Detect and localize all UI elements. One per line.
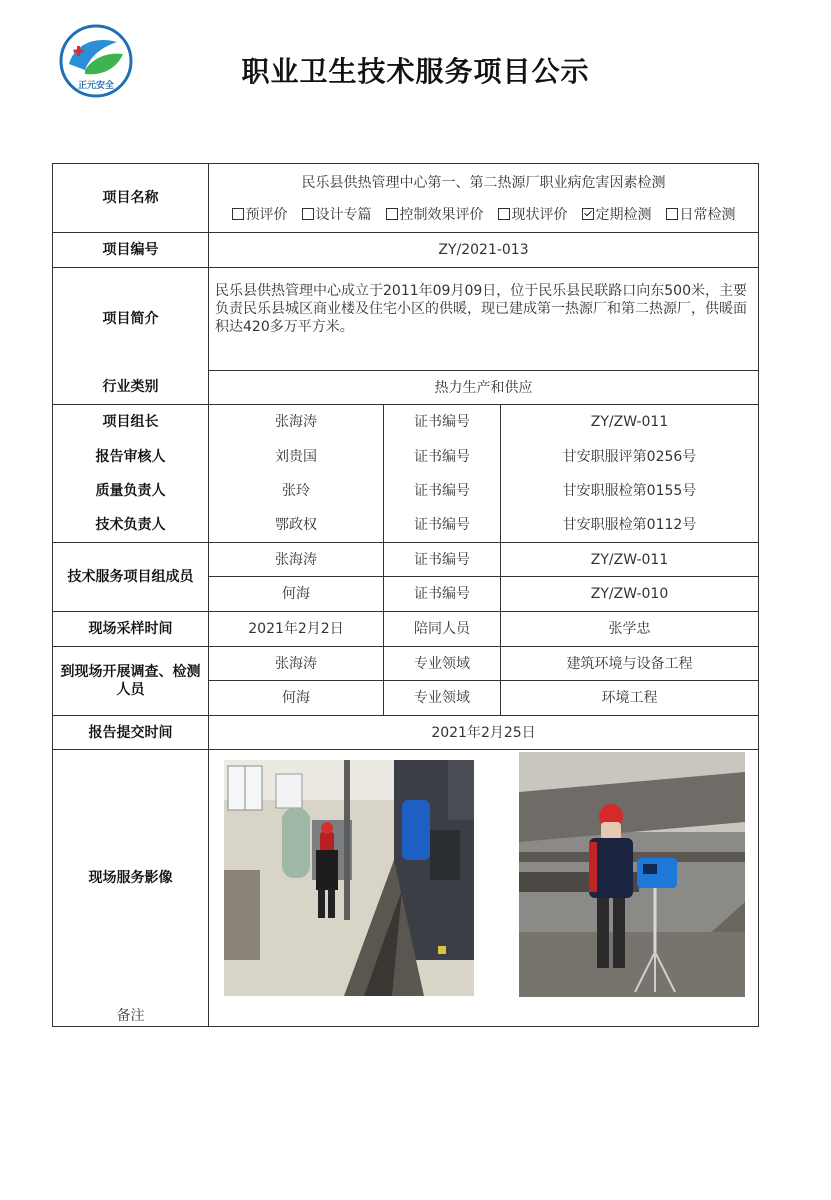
companion-label: 陪同人员: [414, 621, 470, 637]
staff-name: 张海涛: [275, 414, 317, 430]
survey-name: 张海涛: [275, 655, 317, 672]
report-time-label: 报告提交时间: [88, 724, 173, 741]
staff-cert: 甘安职服检第0155号: [562, 483, 697, 499]
staff-role: 技术负责人: [95, 517, 166, 533]
page-title: 职业卫生技术服务项目公示: [241, 55, 590, 88]
member-name: 张海涛: [275, 551, 317, 568]
staff-cert: ZY/ZW-011: [590, 414, 669, 430]
staff-cert-label: 证书编号: [414, 483, 470, 499]
staff-cert: 甘安职服检第0112号: [562, 517, 697, 533]
checkbox-icon: [666, 208, 678, 220]
industry-label: 行业类别: [102, 379, 159, 395]
member-cert: ZY/ZW-010: [590, 586, 669, 602]
survey-name: 何海: [282, 690, 310, 706]
sampling-time-label: 现场采样时间: [88, 621, 173, 637]
report-date: 2021年2月25日: [431, 724, 536, 741]
site-photo-technician: [519, 752, 745, 997]
option-control-effect: 控制效果评价: [386, 206, 484, 224]
checkbox-icon: [232, 208, 244, 220]
staff-cert: 甘安职服评第0256号: [562, 448, 697, 465]
staff-role: 项目组长: [102, 414, 159, 430]
photos-label: 现场服务影像: [88, 870, 173, 886]
survey-field-label: 专业领域: [414, 655, 470, 672]
project-name-value: 民乐县供热管理中心第一、第二热源厂职业病危害因素检测: [301, 175, 666, 191]
option-daily-test: 日常检测: [666, 206, 736, 224]
member-name: 何海: [282, 586, 310, 602]
member-cert-label: 证书编号: [414, 551, 470, 568]
staff-name: 张玲: [282, 483, 310, 499]
companion-name: 张学忠: [608, 621, 651, 637]
checkbox-checked-icon: [582, 208, 594, 220]
checkbox-icon: [498, 208, 510, 220]
info-table: [52, 163, 759, 1027]
checkbox-icon: [302, 208, 314, 220]
staff-cert-label: 证书编号: [414, 414, 470, 430]
survey-staff-label: 到现场开展调查、检测人员: [60, 664, 201, 698]
survey-field: 建筑环境与设备工程: [566, 655, 693, 672]
sampling-date: 2021年2月2日: [248, 621, 344, 637]
staff-role: 报告审核人: [95, 448, 166, 465]
staff-name: 刘贵国: [275, 448, 317, 465]
remark-label: 备注: [116, 1008, 145, 1024]
staff-cert-label: 证书编号: [414, 448, 470, 465]
project-name-label: 项目名称: [102, 190, 159, 206]
option-pre-evaluation: 预评价: [232, 206, 288, 224]
site-photo-boiler-room: [224, 760, 474, 996]
staff-cert-label: 证书编号: [414, 517, 470, 533]
option-status-evaluation: 现状评价: [498, 206, 568, 224]
staff-role: 质量负责人: [95, 483, 166, 499]
members-label: 技术服务项目组成员: [67, 569, 194, 585]
checkbox-icon: [386, 208, 398, 220]
industry-value: 热力生产和供应: [434, 379, 533, 396]
staff-name: 鄂政权: [275, 517, 317, 533]
survey-field: 环境工程: [601, 690, 658, 706]
survey-field-label: 专业领域: [414, 690, 470, 706]
project-code-label: 项目编号: [102, 242, 159, 258]
logo-text: 正元安全: [77, 81, 115, 91]
option-periodic-test: 定期检测: [582, 206, 652, 224]
project-intro-value: 民乐县供热管理中心成立于2011年09月09日，位于民乐县民联路口向东500米，主要负责民乐县城区商业楼及住宅小区的供暖，现已建成第一热源厂和第二热源厂，供暖面积达420多万平方米。: [215, 283, 747, 335]
project-type-options: [209, 200, 758, 230]
project-code-value: ZY/2021-013: [438, 242, 529, 258]
project-intro-label: 项目简介: [102, 311, 159, 327]
member-cert: ZY/ZW-011: [590, 551, 669, 568]
option-design: 设计专篇: [302, 206, 372, 224]
member-cert-label: 证书编号: [414, 586, 470, 602]
